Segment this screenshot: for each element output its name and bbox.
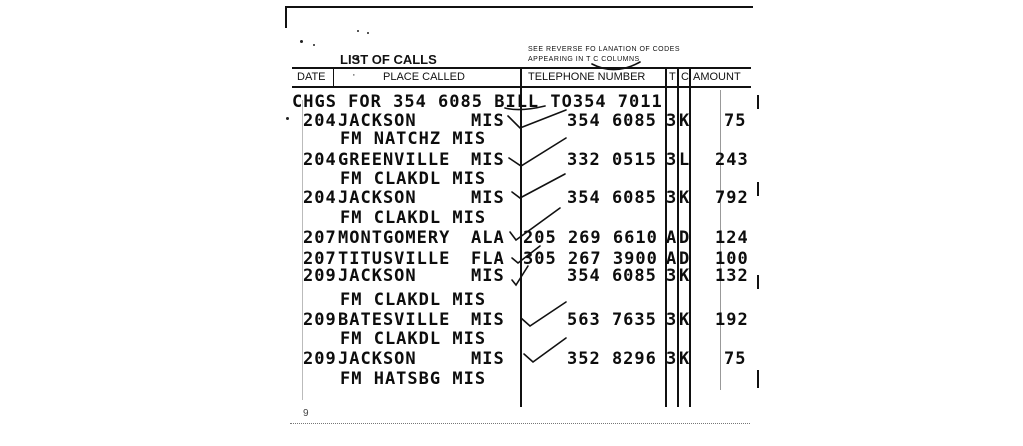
check-mark [524,338,566,362]
codes-note-line2: APPEARING IN T C COLUMNS [528,56,640,63]
charges-line: CHGS FOR 354 6085 BILL TO354 7011 [292,92,663,112]
call-t: 3 [666,150,678,170]
call-place: MONTGOMERY [338,228,451,248]
call-state: MIS [471,188,505,208]
call-origin: FM CLAKDL MIS [340,329,487,349]
call-telephone: 563 7635 [567,310,657,330]
col-c: C [681,71,689,83]
call-telephone: 354 6085 [567,111,657,131]
call-date: 209 [303,266,337,286]
check-mark [512,246,540,263]
call-origin: FM CLAKDL MIS [340,290,487,310]
check-mark [508,110,566,128]
call-c: D [679,249,691,269]
call-c: K [679,188,691,208]
call-telephone: 354 6085 [567,266,657,286]
check-mark [510,208,560,240]
call-place: JACKSON [338,188,417,208]
check-mark [509,138,566,166]
call-state: MIS [471,310,505,330]
col-amount: AMOUNT [693,71,741,83]
call-c: L [679,150,691,170]
call-place: JACKSON [338,111,417,131]
codes-note-line1: SEE REVERSE FO LANATION OF CODES [528,46,681,53]
call-t: 3 [666,188,678,208]
call-date: 204 [303,150,337,170]
call-place: BATESVILLE [338,310,451,330]
check-mark [521,302,566,326]
call-amount: 124 [715,228,749,248]
col-t: T [669,71,676,83]
call-state: MIS [471,266,505,286]
list-title: LIST OF CALLS [340,52,437,67]
charges-underline [505,106,545,110]
call-origin: FM HATSBG MIS [340,369,487,389]
call-t: A [666,249,678,269]
call-date: 209 [303,349,337,369]
col-place-called: PLACE CALLED [383,71,465,83]
call-telephone: 332 0515 [567,150,657,170]
call-t: A [666,228,678,248]
call-c: D [679,228,691,248]
call-origin: FM CLAKDL MIS [340,169,487,189]
call-place: JACKSON [338,349,417,369]
call-place: JACKSON [338,266,417,286]
call-state: MIS [471,111,505,131]
call-date: 209 [303,310,337,330]
check-mark [512,266,528,285]
call-state: ALA [471,228,505,248]
bottom-dotted-rule [290,423,750,424]
call-c: K [679,111,691,131]
call-date: 207 [303,249,337,269]
footer-mark: 9 [303,408,309,419]
call-c: K [679,349,691,369]
call-amount: 100 [715,249,749,269]
col-date: DATE [297,71,326,83]
call-place: GREENVILLE [338,150,451,170]
call-amount: 243 [715,150,749,170]
call-t: 3 [666,310,678,330]
call-amount: 192 [715,310,749,330]
call-origin: FM NATCHZ MIS [340,129,487,149]
call-c: K [679,310,691,330]
call-date: 207 [303,228,337,248]
call-t: 3 [666,349,678,369]
call-state: MIS [471,150,505,170]
col-bullet: · [352,69,356,81]
call-c: K [679,266,691,286]
call-t: 3 [666,111,678,131]
call-t: 3 [666,266,678,286]
call-telephone: 354 6085 [567,188,657,208]
call-state: MIS [471,349,505,369]
call-date: 204 [303,111,337,131]
check-mark [512,174,565,198]
call-amount: 132 [715,266,749,286]
underline-arc [592,62,640,70]
call-origin: FM CLAKDL MIS [340,208,487,228]
call-telephone: 205 269 6610 [523,228,658,248]
call-state: FLA [471,249,505,269]
call-telephone: 352 8296 [567,349,657,369]
call-amount: 75 [724,349,747,369]
call-amount: 75 [724,111,747,131]
call-amount: 792 [715,188,749,208]
call-place: TITUSVILLE [338,249,451,269]
call-date: 204 [303,188,337,208]
call-telephone: 305 267 3900 [523,249,658,269]
col-telephone-number: TELEPHONE NUMBER [528,71,646,83]
